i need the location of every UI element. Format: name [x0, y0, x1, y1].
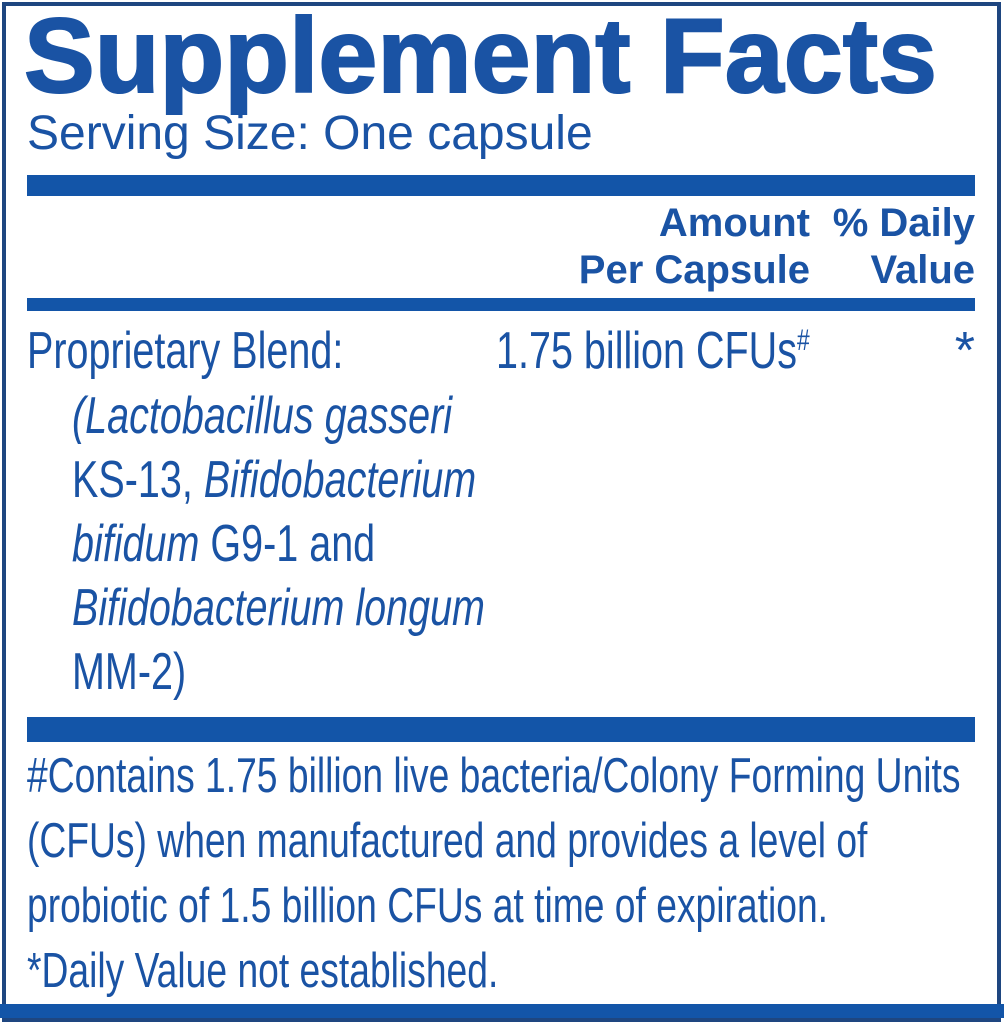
column-header-amount-line2: Per Capsule [578, 248, 810, 292]
amount-value: 1.75 billion CFUs [496, 322, 798, 380]
blend-detail-line: (Lactobacillus gasseri [72, 387, 453, 445]
column-header-amount-per-capsule [579, 200, 810, 294]
amount-footnote-mark: # [797, 324, 810, 357]
ingredient-daily-value: * [954, 322, 975, 380]
divider-thin-header [27, 298, 975, 311]
bottom-bar [0, 1004, 1004, 1018]
footnote-daily-value: *Daily Value not established. [27, 944, 499, 998]
column-header-dv-line2: Value [870, 248, 975, 292]
footnote-contains-line: probiotic of 1.5 billion CFUs at time of expiration. [27, 879, 829, 933]
ingredient-name: Proprietary Blend: [27, 322, 344, 380]
divider-thick-top [27, 175, 975, 196]
column-header-dv-line1: % Daily [832, 201, 975, 245]
ingredient-amount [397, 320, 810, 390]
panel-title: Supplement Facts [24, 0, 937, 115]
column-header-daily-value [833, 200, 975, 294]
column-header-amount-line1: Amount [658, 201, 810, 245]
footnote-contains-line: #Contains 1.75 billion live bacteria/Colony Forming Units [27, 749, 961, 803]
blend-detail [72, 384, 615, 704]
blend-detail-line: Bifidobacterium longum [72, 579, 485, 637]
blend-detail-line: MM-2) [72, 643, 187, 701]
blend-detail-line: KS-13, Bifidobacterium [72, 451, 477, 509]
blend-detail-line: bifidum G9-1 and [72, 515, 376, 573]
serving-size-text: Serving Size: One capsule [27, 107, 593, 160]
footnotes [27, 744, 1004, 1004]
footnote-contains-line: (CFUs) when manufactured and provides a level of [27, 814, 868, 868]
divider-thick-bottom [27, 717, 975, 742]
